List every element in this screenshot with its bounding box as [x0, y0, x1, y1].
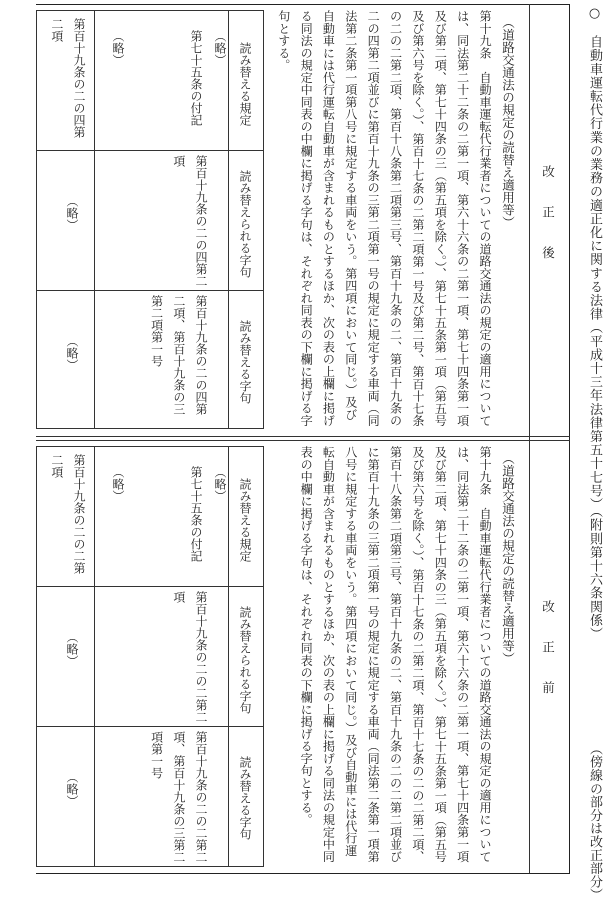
current-table-col-divider-1	[36, 586, 264, 587]
revised-table-right-border	[263, 10, 264, 428]
section-divider-bottom	[36, 440, 570, 441]
revised-table-last-row-divider	[94, 10, 95, 428]
revised-header-replaced: 読み替えられる字句	[238, 170, 252, 278]
current-row-omitted-2: （略）	[111, 466, 125, 502]
revised-table-col-divider-1	[36, 150, 264, 151]
amendment-note: （傍線の部分は改正部分）	[587, 742, 602, 902]
current-row-omitted-1: （略）	[213, 466, 227, 502]
current-row-last-provision: 第百十九条の二の二第二項	[49, 454, 86, 574]
current-table-left-border	[36, 446, 37, 866]
label-column-divider	[529, 4, 530, 873]
revised-row-replaced: 第百十九条の二の四第二項	[171, 155, 208, 287]
current-row-replaced: 第百十九条の二の二第二項	[171, 591, 208, 723]
current-table-top-border	[36, 446, 264, 447]
revised-row-omitted-1: （略）	[213, 30, 227, 66]
revised-label: 改正後	[540, 165, 556, 287]
current-header-replacing: 読み替える字句	[238, 756, 252, 840]
current-label: 改正前	[540, 600, 556, 722]
revised-table-left-border	[36, 10, 37, 428]
current-paragraph: 第十九条 自動車運転代行業者についての道路交通法の規定の適用については、同法第二十二条の二第一項、第六十六条の二第一項、第七十四条第一項及び第二項、第七十四条の三（第五項を除く。）、第七十五条第一項（第五号及び第六号を除く。）、第百十七条の二第二項、第百十七条の二の二第二項、第百十八条第二項第三号、第百十九条の二、第百十九条の二の二第二項並びに第百十九条の三第二項第一号の規定に規定する車両（同法第二条第一項第八号に規定する車両をいう。第四項において同じ。）及び自動車には代行運転自動車が含まれるものとするほか、次の表の上欄に掲げる同法の規定中同表の中欄に掲げる字句は、それぞれ同表の下欄に掲げる字句とする。	[299, 446, 492, 863]
revised-paragraph: 第十九条 自動車運転代行業者についての道路交通法の規定の適用については、同法第二十二条の二第一項、第六十六条の二第一項、第七十四条第一項及び第二項、第七十四条の三（第五項を除く。）、第七十五条第一項（第五号及び第六号を除く。）、第百十七条の二第二項第一号及び第二号、第百十七条の二の二第二項、第百十八条第二項第三号、第百十九条の二、第百十九条の二の四第二項並びに第百十九条の三第二項第一号の規定に規定する車両（同法第二条第一項第八号に規定する車両をいう。第四項において同じ。）及び自動車には代行運転自動車が含まれるものとするほか、次の表の上欄に掲げる同法の規定中同表の中欄に掲げる字句は、それぞれ同表の下欄に掲げる字句とする。	[276, 10, 492, 427]
revised-table-bottom-border	[36, 428, 264, 429]
current-header-replaced: 読み替えられる字句	[238, 606, 252, 714]
revised-row-omitted-2: （略）	[111, 30, 125, 66]
revised-row-replacing: 第百十九条の二の四第二項、第百十九条の三第二項第一号	[149, 295, 208, 415]
section-divider-top	[36, 436, 570, 437]
revised-row-last-provision: 第百十九条の二の四第二項	[49, 18, 86, 138]
current-heading: （道路交通法の規定の読替え適用等）	[500, 452, 516, 665]
revised-row-last-replacing: （略）	[65, 335, 79, 371]
current-table-last-row-divider	[94, 446, 95, 866]
revised-table-header-divider	[228, 10, 229, 428]
current-table-bottom-border	[36, 866, 264, 867]
frame-bottom-border	[36, 873, 570, 874]
revised-row-last-replaced: （略）	[65, 195, 79, 231]
revised-row-provision: 第七十五条の付記	[189, 30, 203, 126]
current-row-provision: 第七十五条の付記	[189, 466, 203, 562]
current-row-last-replaced: （略）	[65, 631, 79, 667]
current-header-provision: 読み替える規定	[238, 478, 252, 562]
frame-top-border	[36, 4, 570, 5]
revised-heading: （道路交通法の規定の読替え適用等）	[500, 16, 516, 229]
revised-table-col-divider-2	[36, 290, 264, 291]
page-title: ○ 自動車運転代行業の業務の適正化に関する法律（平成十三年法律第五十七号）（附則第十六条関係）	[587, 6, 602, 641]
current-row-last-replacing: （略）	[65, 771, 79, 807]
current-row-replacing: 第百十九条の二の二第二項、第百十九条の三第二項第一号	[149, 731, 208, 863]
revised-header-provision: 読み替える規定	[238, 42, 252, 126]
revised-table-row-rule	[36, 10, 228, 11]
current-table	[36, 446, 264, 866]
revised-header-replacing: 読み替える字句	[238, 320, 252, 404]
frame-right-border	[569, 4, 570, 873]
current-table-header-divider	[228, 446, 229, 866]
revised-table	[36, 10, 264, 428]
current-table-col-divider-2	[36, 726, 264, 727]
current-table-right-border	[263, 446, 264, 866]
